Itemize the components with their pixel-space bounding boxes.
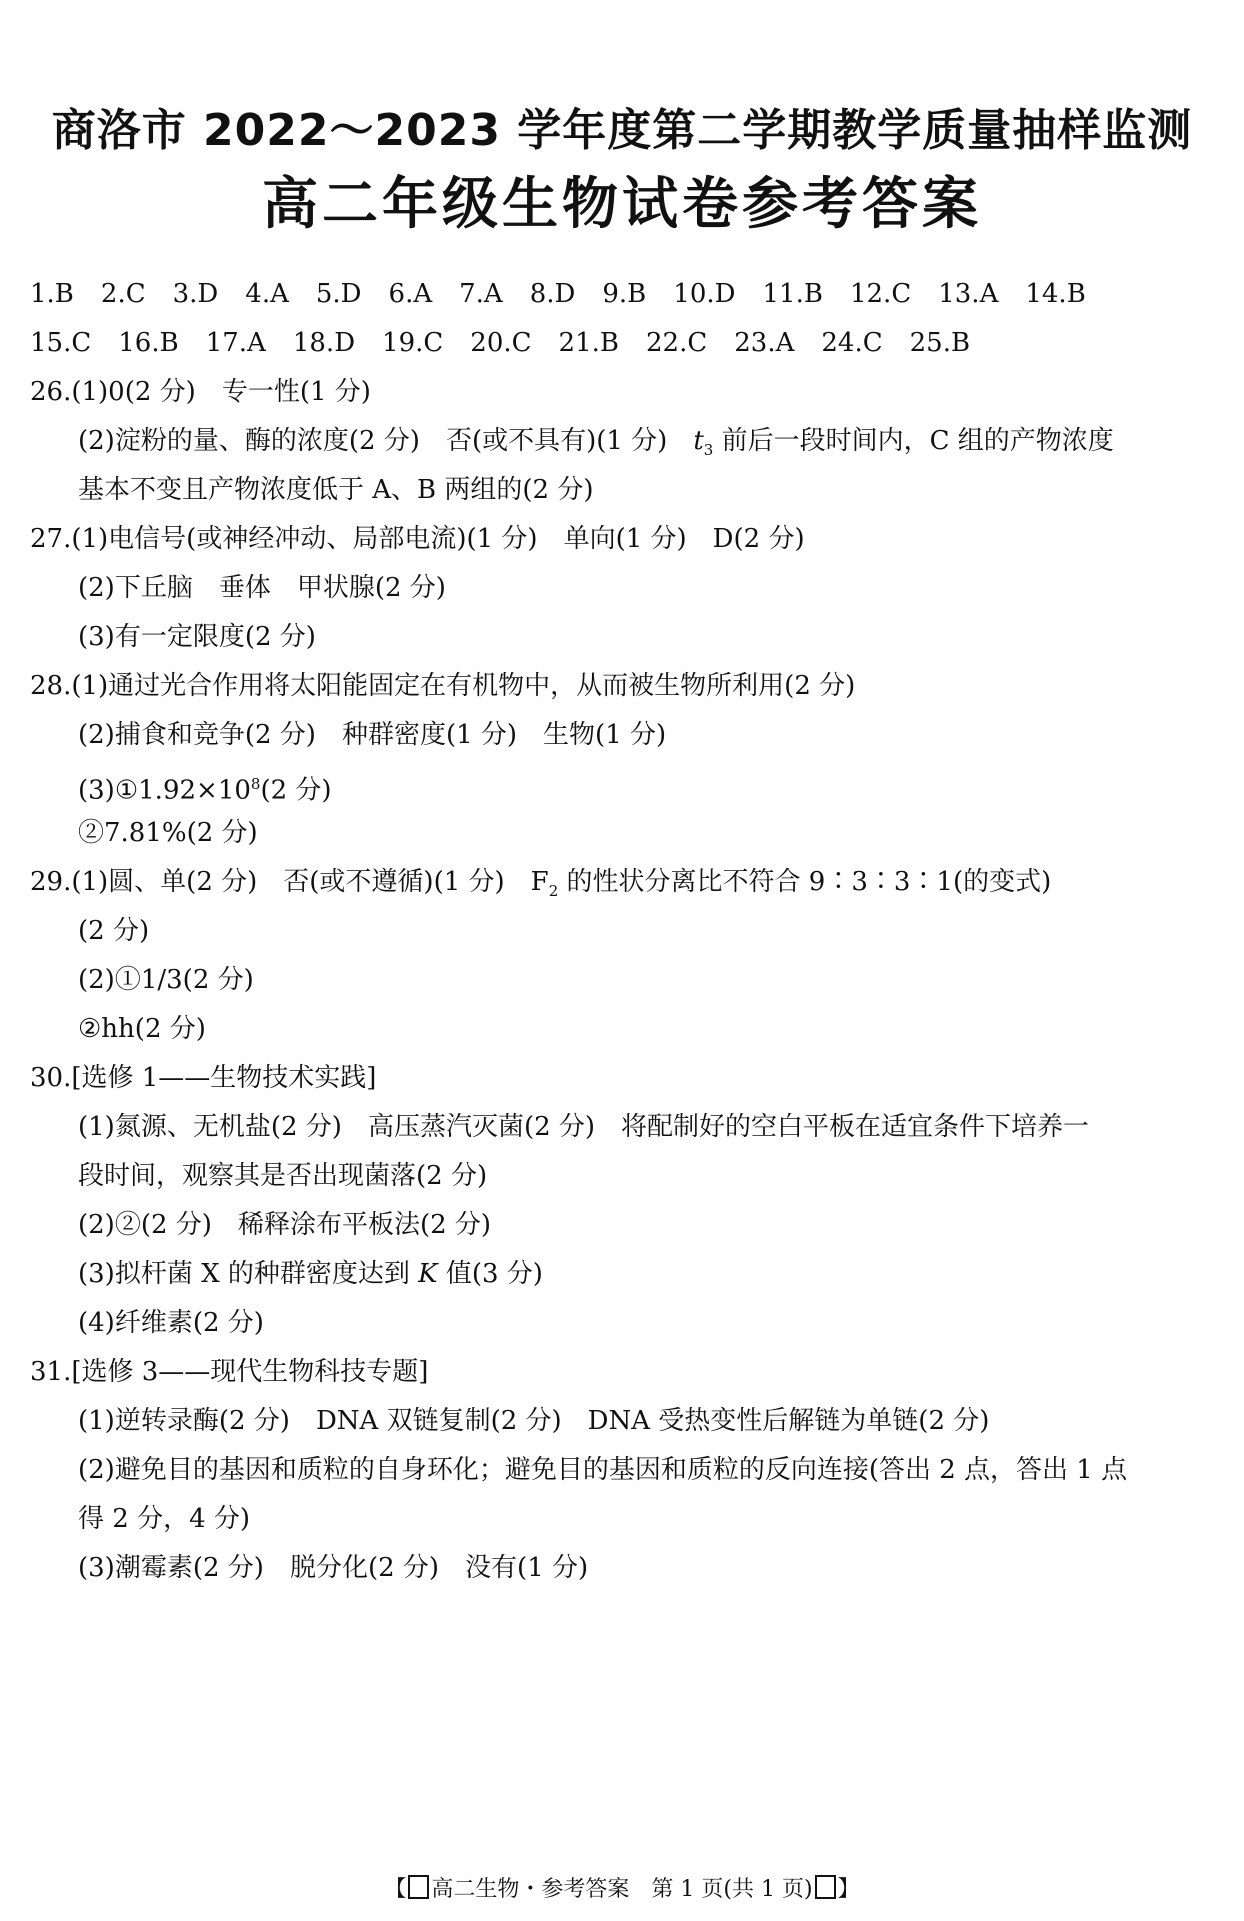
mc-answer: 22.C [646, 328, 708, 358]
q31-heading: 31.[选修 3——现代生物科技专题] [30, 1357, 429, 1387]
mc-answer: 6.A [388, 279, 433, 309]
q27-line-3: (3)有一定限度(2 分) [78, 622, 316, 652]
mc-answer: 4.A [245, 279, 289, 309]
q29-line-3: (2)①1/3(2 分) [78, 965, 254, 995]
mc-answer: 14.B [1025, 279, 1086, 309]
answer-body [30, 270, 1220, 1593]
mc-answer: 18.D [292, 328, 356, 358]
mc-answer: 15.C [30, 328, 92, 358]
q26-line-1: 26.(1)0(2 分) 专一性(1 分) [30, 377, 371, 407]
mc-answer: 10.D [673, 279, 736, 309]
q29-line-4: ②hh(2 分) [78, 1014, 206, 1044]
mc-answer: 12.C [849, 279, 912, 309]
q28-line-1: 28.(1)通过光合作用将太阳能固定在有机物中，从而被生物所利用(2 分) [30, 671, 856, 701]
mc-answer: 16.B [118, 328, 179, 358]
mc-answer: 9.B [602, 279, 647, 309]
q27-line-2: (2)下丘脑 垂体 甲状腺(2 分) [78, 573, 446, 603]
mc-answer: 5.D [315, 279, 362, 309]
q31-line-4: 得 2 分，4 分) [78, 1504, 251, 1534]
q27-line-1: 27.(1)电信号(或神经冲动、局部电流)(1 分) 单向(1 分) D(2 分) [30, 524, 805, 554]
mc-answers-row-2 [30, 319, 1220, 368]
mc-answers-row-1 [30, 270, 1220, 319]
mc-answer: 24.C [821, 328, 883, 358]
q29-line-1: 29.(1)圆、单(2 分) 否(或不遵循)(1 分) $F_2$ 的性状分离比不符合 9∶3∶3∶1(的变式) [30, 867, 1052, 901]
box-icon [408, 1875, 429, 1899]
mc-answer: 3.D [172, 279, 219, 309]
q30-line-6: (4)纤维素(2 分) [78, 1308, 264, 1338]
q30-line-2: (1)氮源、无机盐(2 分) 高压蒸汽灭菌(2 分) 将配制好的空白平板在适宜条件下培养一 [78, 1112, 1090, 1142]
q29-line-2: (2 分) [78, 916, 150, 946]
q26-line-3: 基本不变且产物浓度低于 A、B 两组的(2 分) [78, 475, 594, 505]
mc-answer: 20.C [470, 328, 532, 358]
mc-answer: 11.B [762, 279, 823, 309]
mc-answer: 23.A [734, 328, 795, 358]
mc-answer: 2.C [100, 279, 146, 309]
answer-key-title: 高二年级生物试卷参考答案 [262, 172, 982, 237]
q28-line-3: $(3)①1.92\times 10^8(2$ 分) [78, 775, 332, 806]
exam-title: 商洛市 2022～2023 学年度第二学期教学质量抽样监测 [51, 105, 1193, 156]
mc-answer: 17.A [205, 328, 266, 358]
q31-line-3: (2)避免目的基因和质粒的自身环化；避免目的基因和质粒的反向连接(答出 2 点，答出 1 点 [78, 1455, 1128, 1485]
q31-line-5: (3)潮霉素(2 分) 脱分化(2 分) 没有(1 分) [78, 1553, 589, 1583]
q28-line-4: ②7.81%(2 分) [78, 818, 258, 848]
mc-answer: 7.A [459, 279, 503, 309]
q30-line-3: 段时间，观察其是否出现菌落(2 分) [78, 1161, 488, 1191]
mc-answer: 25.B [909, 328, 971, 358]
q31-line-2: (1)逆转录酶(2 分) DNA 双链复制(2 分) DNA 受热变性后解链为单链(2 分) [78, 1406, 990, 1436]
page-footer: 【 高二生物・参考答案 第 1 页(共 1 页) 】 [384, 1877, 860, 1902]
q30-heading: 30.[选修 1——生物技术实践] [30, 1063, 377, 1093]
q30-line-4: (2)②(2 分) 稀释涂布平板法(2 分) [78, 1210, 492, 1240]
mc-answer: 13.A [938, 279, 999, 309]
q28-line-2: (2)捕食和竞争(2 分) 种群密度(1 分) 生物(1 分) [78, 720, 667, 750]
q26-line-2: (2)淀粉的量、酶的浓度(2 分) 否(或不具有)(1 分) $t_3$ 前后一段时间内，C 组的产物浓度 [78, 426, 1114, 460]
mc-answer: 1.B [30, 279, 74, 309]
box-icon [815, 1875, 836, 1899]
mc-answer: 8.D [529, 279, 576, 309]
mc-answer: 19.C [382, 328, 444, 358]
q30-line-5: (3)拟杆菌 X 的种群密度达到 K 值(3 分) [78, 1259, 543, 1289]
mc-answer: 21.B [558, 328, 620, 358]
